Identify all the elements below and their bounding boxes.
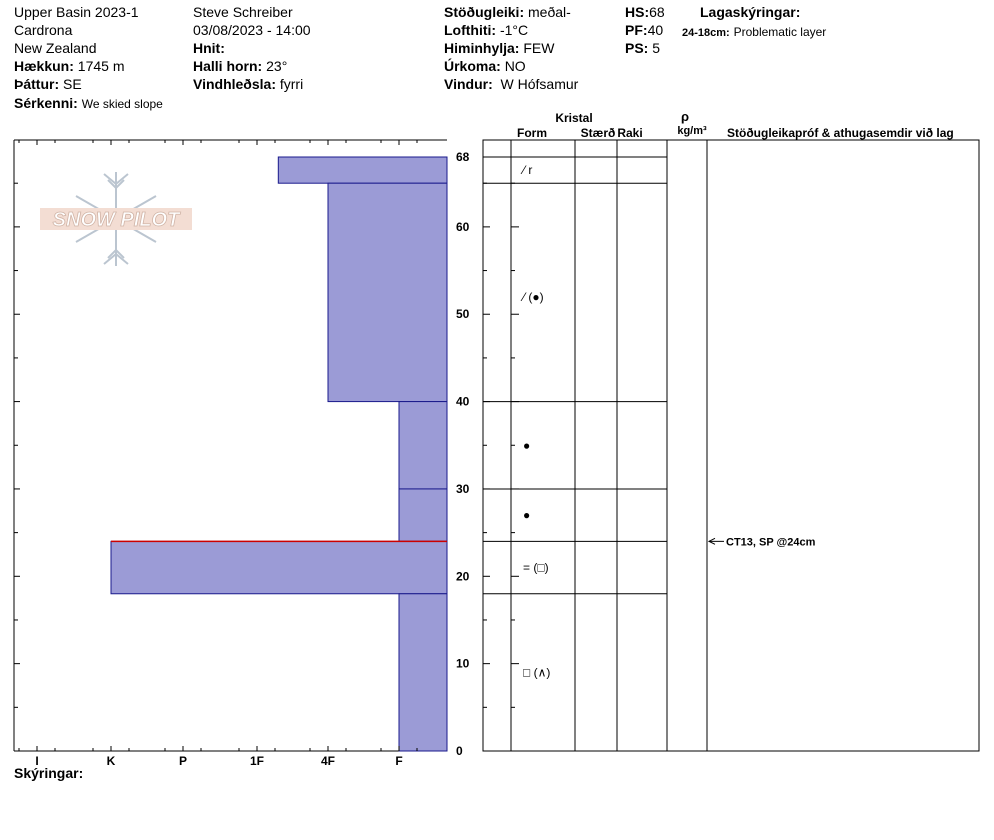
grain-form-icon: □ (∧) — [523, 665, 551, 680]
wind-loading-label: Vindhleðsla: — [193, 76, 276, 92]
hardness-tick-label: K — [106, 754, 116, 768]
pf-value: 40 — [647, 22, 664, 38]
grain-form-icon: = (□) — [523, 560, 549, 575]
elevation-value: 1745 m — [77, 58, 125, 74]
slope-value: 23° — [266, 58, 288, 74]
stability-label: Stöðugleiki: — [444, 4, 525, 20]
hs-value: 68 — [649, 4, 665, 20]
features-value: We skied slope — [81, 97, 163, 111]
grain-table — [483, 140, 979, 751]
country-name: New Zealand — [14, 40, 97, 56]
site-name: Upper Basin 2023-1 — [14, 4, 139, 20]
grain-form-icon: ● — [523, 508, 531, 523]
grain-form-icon: ⁄ r — [523, 163, 533, 178]
slope-label: Halli horn: — [193, 58, 263, 74]
hardness-tick-label: 1F — [249, 754, 265, 768]
hardness-tick-label: 4F — [320, 754, 336, 768]
features-label: Sérkenni: — [14, 95, 78, 111]
depth-tick-label: 0 — [456, 744, 463, 758]
comments-label: Skýringar: — [14, 765, 84, 781]
grain-form-icons — [520, 163, 550, 679]
air-temp-value: -1°C — [499, 22, 529, 38]
wind-loading-value: fyrri — [279, 76, 304, 92]
hardness-layer-bar — [399, 402, 447, 489]
logo-text: SNOW PILOT — [52, 209, 180, 231]
stability-test-annotation — [709, 536, 816, 548]
hardness-layers — [111, 157, 447, 751]
test-result-text: CT13, SP @24cm — [726, 536, 816, 549]
depth-tick-label: 10 — [456, 656, 470, 671]
header-comments: Stöðugleikapróf & athugasemdir við lag — [727, 126, 954, 140]
hardness-layer-bar — [399, 489, 447, 541]
sky-value: FEW — [523, 40, 555, 56]
depth-tick-label: 60 — [456, 219, 470, 234]
sky-label: Himinhylja: — [444, 40, 520, 56]
header-rho: ρ — [680, 109, 690, 124]
ps-value: 5 — [652, 40, 661, 56]
precip-label: Úrkoma: — [444, 58, 501, 74]
hardness-layer-bar — [328, 183, 447, 401]
observation-datetime: 03/08/2023 - 14:00 — [193, 22, 311, 38]
grain-form-icon: ⁄ (●) — [523, 289, 544, 304]
hardness-layer-bar — [278, 157, 447, 183]
grain-form-icon: ● — [523, 438, 531, 453]
legend-title: Lagaskýringar: — [700, 4, 801, 20]
hardness-tick-label: F — [395, 754, 403, 768]
hardness-tick-label: I — [35, 754, 39, 768]
hs-label: HS: — [625, 4, 650, 20]
legend-text: Problematic layer — [733, 25, 827, 39]
stability-value: meðal- — [528, 4, 571, 20]
elevation-label: Hækkun: — [14, 58, 74, 74]
header-density-unit: kg/m³ — [677, 125, 707, 137]
area-name: Cardrona — [14, 22, 73, 38]
air-temp-label: Lofthiti: — [444, 22, 497, 38]
depth-tick-label: 20 — [456, 569, 470, 584]
pf-label: PF: — [625, 22, 648, 38]
header-form: Form — [517, 126, 547, 140]
depth-tick-label: 50 — [456, 307, 470, 322]
hardness-layer-bar — [399, 594, 447, 751]
coords-label: Hnit: — [193, 40, 225, 56]
aspect-label: Þáttur: — [14, 76, 60, 92]
ps-label: PS: — [625, 40, 649, 56]
depth-tick-label: 30 — [456, 481, 470, 496]
depth-tick-label: 40 — [456, 394, 470, 409]
aspect-value: SE — [63, 76, 82, 92]
observer-name: Steve Schreiber — [193, 4, 293, 20]
depth-tick-label: 68 — [456, 150, 470, 164]
header-crystal: Kristal — [555, 111, 593, 125]
wind-value: W Hófsamur — [500, 76, 579, 92]
header-moisture: Raki — [617, 126, 643, 140]
legend-range: 24-18cm: — [682, 27, 730, 39]
precip-value: NO — [504, 58, 526, 74]
wind-label: Vindur: — [444, 76, 493, 92]
snowpilot-logo — [40, 172, 192, 266]
hardness-tick-label: P — [178, 754, 188, 768]
header-size: Stærð — [580, 126, 616, 140]
hardness-layer-bar — [111, 541, 447, 593]
